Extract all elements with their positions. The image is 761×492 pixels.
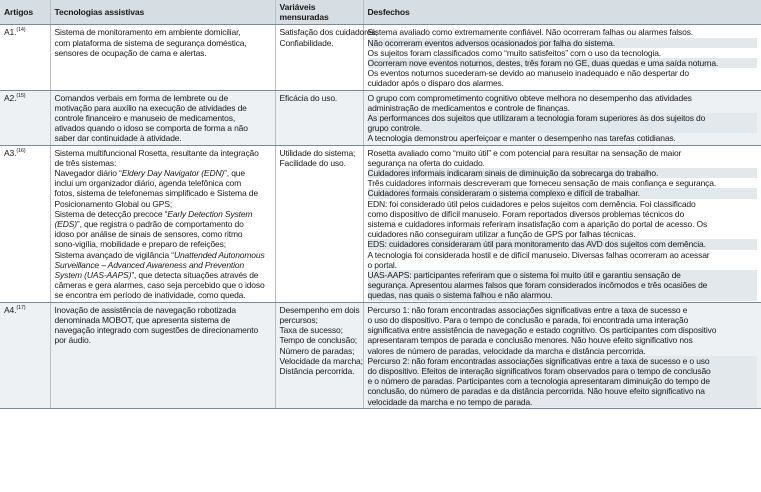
article-cell	[0, 302, 50, 408]
outcome-paragraph	[368, 58, 758, 68]
outcome-paragraph	[368, 270, 758, 301]
outcome-paragraph	[368, 68, 758, 88]
outcomes-cell	[363, 302, 761, 408]
outcome-line: do dispositivo. Efeitos de interação significativos foram observados para o tempo de conclusão	[367, 365, 711, 376]
technology-line: navegação integrado com sugestões de direcionamento	[54, 325, 259, 336]
outcome-paragraph	[368, 48, 758, 58]
outcome-paragraph	[368, 38, 758, 48]
outcome-line: Não ocorreram eventos adversos ocasionados por falha do sistema.	[367, 37, 615, 48]
reference-number: (15)	[16, 92, 26, 99]
outcome-paragraph	[368, 133, 758, 143]
outcome-line: velocidade da marcha e no tempo de parada.	[367, 396, 533, 407]
outcome-line: Percurso 2: não foram encontradas associações significativas entre a taxa de sucesso e o uso	[367, 355, 710, 366]
technology-line: inclui um organizador diário, agenda telefônica com	[54, 178, 242, 189]
outcome-line: valores de número de paradas, velocidade da marcha e distância percorrida.	[367, 345, 646, 356]
article-id: A1.	[4, 27, 17, 38]
header-row	[0, 0, 761, 25]
article-cell	[0, 145, 50, 302]
technology-line: se encontra em período de inatividade, como queda.	[54, 290, 246, 301]
header-variables: Variáveis mensuradas	[275, 0, 363, 25]
outcome-line: As performances dos sujeitos que utilizaram a tecnologia foram superiores às dos sujeitos do	[367, 113, 706, 124]
variables-cell	[275, 90, 363, 145]
outcome-line: administração de medicamentos e controle de finanças.	[367, 102, 570, 113]
table-row	[0, 145, 761, 302]
variables-cell	[275, 25, 378, 90]
technology-line: Sistema de detecção precoce “Early Detection System	[54, 208, 253, 219]
technology-line: Comandos verbais em forma de lembrete ou de	[54, 92, 229, 103]
article-id: A3.	[4, 147, 17, 158]
technology-line: Sistema multifuncional Rosetta, resultante da integração	[54, 147, 259, 158]
variable-line: Desempenho em dois	[279, 304, 360, 315]
technology-cell	[50, 90, 275, 145]
header-outcomes: Desfechos	[363, 0, 761, 25]
table-row	[0, 302, 761, 408]
variable-line: Eficácia do uso.	[279, 92, 338, 103]
technology-line: denominada MOBOT, que apresenta sistema de	[54, 314, 231, 325]
variable-line: Confiabilidade.	[279, 37, 334, 48]
technology-line: câmeras e gera alarmes, caso seja percebido que o idoso	[54, 280, 265, 291]
outcome-line: Rosetta avaliado como “muito útil” e com potencial para resultar na sensação de maior	[367, 147, 682, 158]
outcome-line: Os sujeitos foram classificados como “muito satisfeitos” com o uso da tecnologia.	[367, 47, 662, 58]
header-articles: Artigos	[0, 0, 50, 25]
outcome-line: Sistema avaliado como extremamente confiável. Não ocorreram falhas ou alarmes falsos.	[367, 27, 694, 38]
outcomes-cell	[363, 25, 761, 90]
variable-line: Número de paradas;	[279, 345, 355, 356]
technology-line: Posicionamento Global ou GPS;	[54, 198, 173, 209]
technology-line: idoso por análise de sinais de sensores, como ritmo	[54, 229, 243, 240]
technology-line: ativados quando o idoso se comporta de forma a não	[54, 123, 248, 134]
table-row	[0, 90, 761, 145]
outcome-line: EDS: cuidadores consideraram útil para monitoramento das AVD dos sujeitos com demência.	[367, 239, 706, 250]
technology-line: Surveillance – Advanced Awareness and Prevention	[54, 259, 245, 270]
outcome-line: segurança na oferta do cuidado.	[367, 157, 485, 168]
header-technologies: Tecnologias assistivas	[50, 0, 275, 25]
outcome-line: Cuidadores informais indicaram sinais de diminuição da sobrecarga do trabalho.	[367, 168, 659, 179]
technology-line: System (UAS-AAPS)”, que detecta situações através de	[54, 270, 259, 281]
outcome-paragraph	[368, 168, 758, 178]
technology-line: de três sistemas:	[54, 157, 117, 168]
outcome-line: apresentaram tempos de parada e conclusão menores. Não houve efeito significativo nos	[367, 335, 693, 346]
technology-line: Navegador diário “Eldery Day Navigator (EDN)”, que	[54, 168, 245, 179]
outcomes-cell	[363, 90, 761, 145]
outcome-paragraph	[368, 113, 758, 133]
outcome-paragraph	[368, 356, 758, 407]
outcome-line: Cuidadores formais consideraram o sistema complexo e difícil de trabalhar.	[367, 188, 640, 199]
outcome-line: Percurso 1: não foram encontradas associações significativas entre a taxa de sucesso e	[367, 304, 688, 315]
technology-line: motivação para auxílio na execução de atividades de	[54, 102, 247, 113]
technology-line: sono-vigília, mobilidade e preparo de refeições;	[54, 239, 226, 250]
outcome-paragraph	[368, 199, 758, 240]
outcome-paragraph	[368, 188, 758, 198]
outcome-line: como dispositivo de difícil manuseio. Foram reportados diversos problemas técnicos do	[367, 208, 685, 219]
outcome-line: o portal.	[367, 259, 397, 270]
variable-line: percursos;	[279, 314, 318, 325]
outcome-line: sistema e cuidadores informais referiram insatisfação com a aparição do portal de acesso. Os	[367, 219, 708, 230]
technology-line: (EDS)”, que registra o padrão de comportamento do	[54, 219, 244, 230]
outcome-line: e o número de paradas. Participantes com a tecnologia apresentaram diminuição do tempo de	[367, 376, 710, 387]
reference-number: (17)	[16, 304, 26, 311]
technology-line: por áudio.	[54, 335, 91, 346]
variable-line: Facilidade do uso.	[279, 157, 346, 168]
variable-line: Taxa de sucesso;	[279, 325, 343, 336]
outcome-line: EDN: foi considerado útil pelos cuidadores e pelos sujeitos com demência. Foi classificado	[367, 198, 696, 209]
outcome-line: O grupo com comprometimento cognitivo obteve melhora no desempenho das atividades	[367, 92, 692, 103]
article-cell	[0, 25, 50, 90]
outcome-line: cuidadores não conseguiram utilizar a função de GPS por falhas técnicas.	[367, 229, 636, 240]
outcome-paragraph	[368, 27, 758, 37]
outcome-paragraph	[368, 178, 758, 188]
variable-line: Utilidade do sistema;	[279, 147, 356, 158]
technology-cell	[50, 302, 275, 408]
article-id: A2.	[4, 92, 17, 103]
outcome-paragraph	[368, 93, 758, 113]
outcome-line: conclusão, do número de paradas e da distância percorrida. Não houve efeito significativo na	[367, 386, 705, 397]
outcome-paragraph	[368, 148, 758, 168]
outcome-line: Três cuidadores informais descreveram que forneceu sensação de mais confiança e segurança.	[367, 178, 717, 189]
variables-cell	[275, 302, 363, 408]
technology-line: com plataforma de sistema de segurança doméstica,	[54, 37, 247, 48]
outcome-paragraph	[368, 250, 758, 270]
variables-cell	[275, 145, 363, 302]
technology-line: saber dar continuidade à atividade.	[54, 133, 182, 144]
reference-number: (14)	[16, 27, 26, 34]
outcome-line: Os eventos noturnos sucederam-se devido ao manuseio inadequado e não despertar do	[367, 68, 689, 79]
article-cell	[0, 90, 50, 145]
technology-cell	[50, 145, 275, 302]
outcome-paragraph	[368, 239, 758, 249]
reference-number: (16)	[16, 147, 26, 154]
technology-line: Sistema de monitoramento em ambiente domiciliar,	[54, 27, 241, 38]
technology-line: controle financeiro e manuseio de medicamentos,	[54, 113, 236, 124]
outcome-line: segurança. Apresentou alarmes falsos que foram considerados incômodos e três ocasiões de	[367, 280, 708, 291]
technology-line: Inovação de assistência de navegação robotizada	[54, 304, 236, 315]
table-row	[0, 25, 761, 90]
outcome-line: A tecnologia foi considerada hostil e de difícil manuseio. Diversas falhas ocorreram ao acessar	[367, 249, 710, 260]
variable-line: Tempo de conclusão;	[279, 335, 357, 346]
outcome-line: UAS-AAPS: participantes referiram que o sistema foi muito útil e garantiu sensação de	[367, 270, 681, 281]
outcome-line: grupo controle.	[367, 123, 422, 134]
technology-line: sensores de ocupação de cama e alertas.	[54, 47, 207, 58]
technology-cell	[50, 25, 275, 90]
variable-line: Distância percorrida.	[279, 365, 355, 376]
outcomes-cell	[363, 145, 761, 302]
technology-line: fotos, sistema de telefonemas simplificado e Sistema de	[54, 188, 258, 199]
outcome-line: o uso do dispositivo. Para o tempo de conclusão e parada, foi encontrada uma interação	[367, 314, 689, 325]
outcome-line: A tecnologia demonstrou aperfeiçoar e manter o desempenho nas tarefas cotidianas.	[367, 133, 676, 144]
variable-line: Satisfação dos cuidadores;	[279, 27, 378, 38]
outcome-line: significativa entre assistência de navegação e estado cognitivo. Os participantes com dispositivo	[367, 325, 717, 336]
outcome-line: Ocorreram nove eventos noturnos, destes, três foram no GE, duas quedas e uma saída noturna.	[367, 58, 719, 69]
variable-line: Velocidade da marcha;	[279, 355, 363, 366]
outcome-paragraph	[368, 305, 758, 356]
article-id: A4.	[4, 304, 17, 315]
outcome-line: quedas, nas quais o sistema falhou e não alarmou.	[367, 290, 553, 301]
technology-line: Sistema avançado de vigilância “Unattended Autonomous	[54, 249, 265, 260]
outcome-line: cuidador após o disparo dos alarmes.	[367, 78, 504, 89]
